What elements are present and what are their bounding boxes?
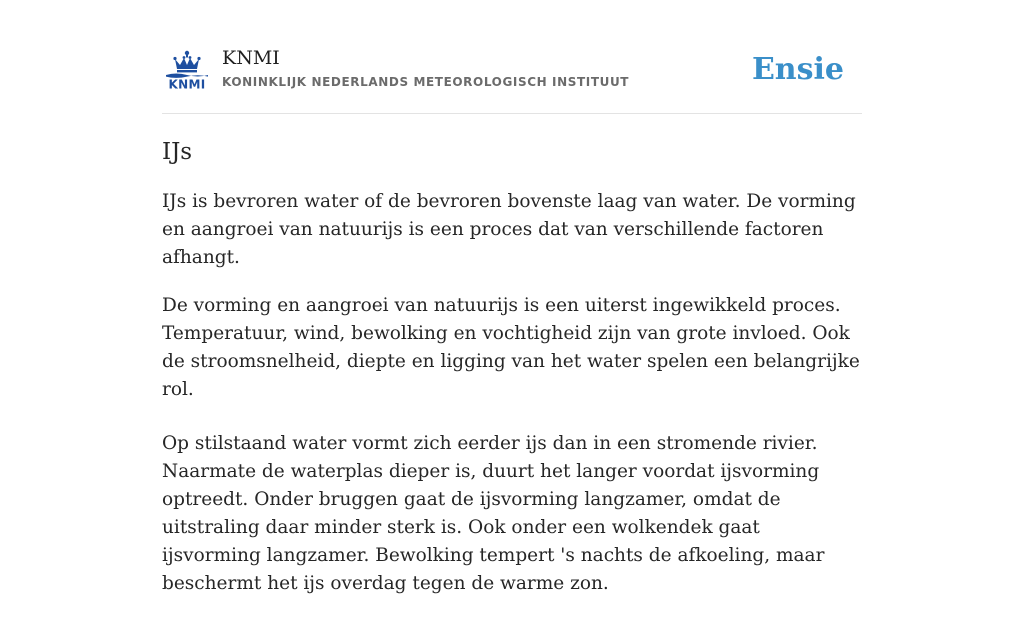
article-paragraph: Op stilstaand water vormt zich eerder ijs dan in een stromende rivier. Naarmate de waterplas dieper is, duurt het langer voordat ijsvorming optreedt. Onder bruggen gaat de ijsvorming langzamer, omdat de uitstraling daar minder sterk is. Ook onder een wolkendek gaat ijsvorming langzamer. Bewolking tempert 's nachts de afkoeling, maar beschermt het ijs overdag tegen de warme zon. <box>162 433 825 594</box>
org-name[interactable]: KNMI <box>222 47 280 69</box>
knmi-crown-logo-icon[interactable] <box>164 50 210 90</box>
ensie-logo[interactable]: Ensie <box>751 52 844 87</box>
org-full-name: KONINKLIJK NEDERLANDS METEOROLOGISCH INSTITUUT <box>222 75 630 89</box>
article <box>162 136 862 618</box>
article-paragraph: IJs is bevroren water of de bevroren bovenste laag van water. De vorming en aangroei van natuurijs is een proces dat van verschillende factoren afhangt. <box>162 191 856 268</box>
article-paragraph: De vorming en aangroei van natuurijs is een uiterst ingewikkeld proces. Temperatuur, wind, bewolking en vochtigheid zijn van grote invloed. Ook de stroomsnelheid, diepte en ligging van het water spelen een belangrijke rol. <box>162 295 860 400</box>
header <box>162 40 862 114</box>
article-title: IJs <box>162 139 193 165</box>
knmi-logo-text: KNMI <box>168 77 206 92</box>
